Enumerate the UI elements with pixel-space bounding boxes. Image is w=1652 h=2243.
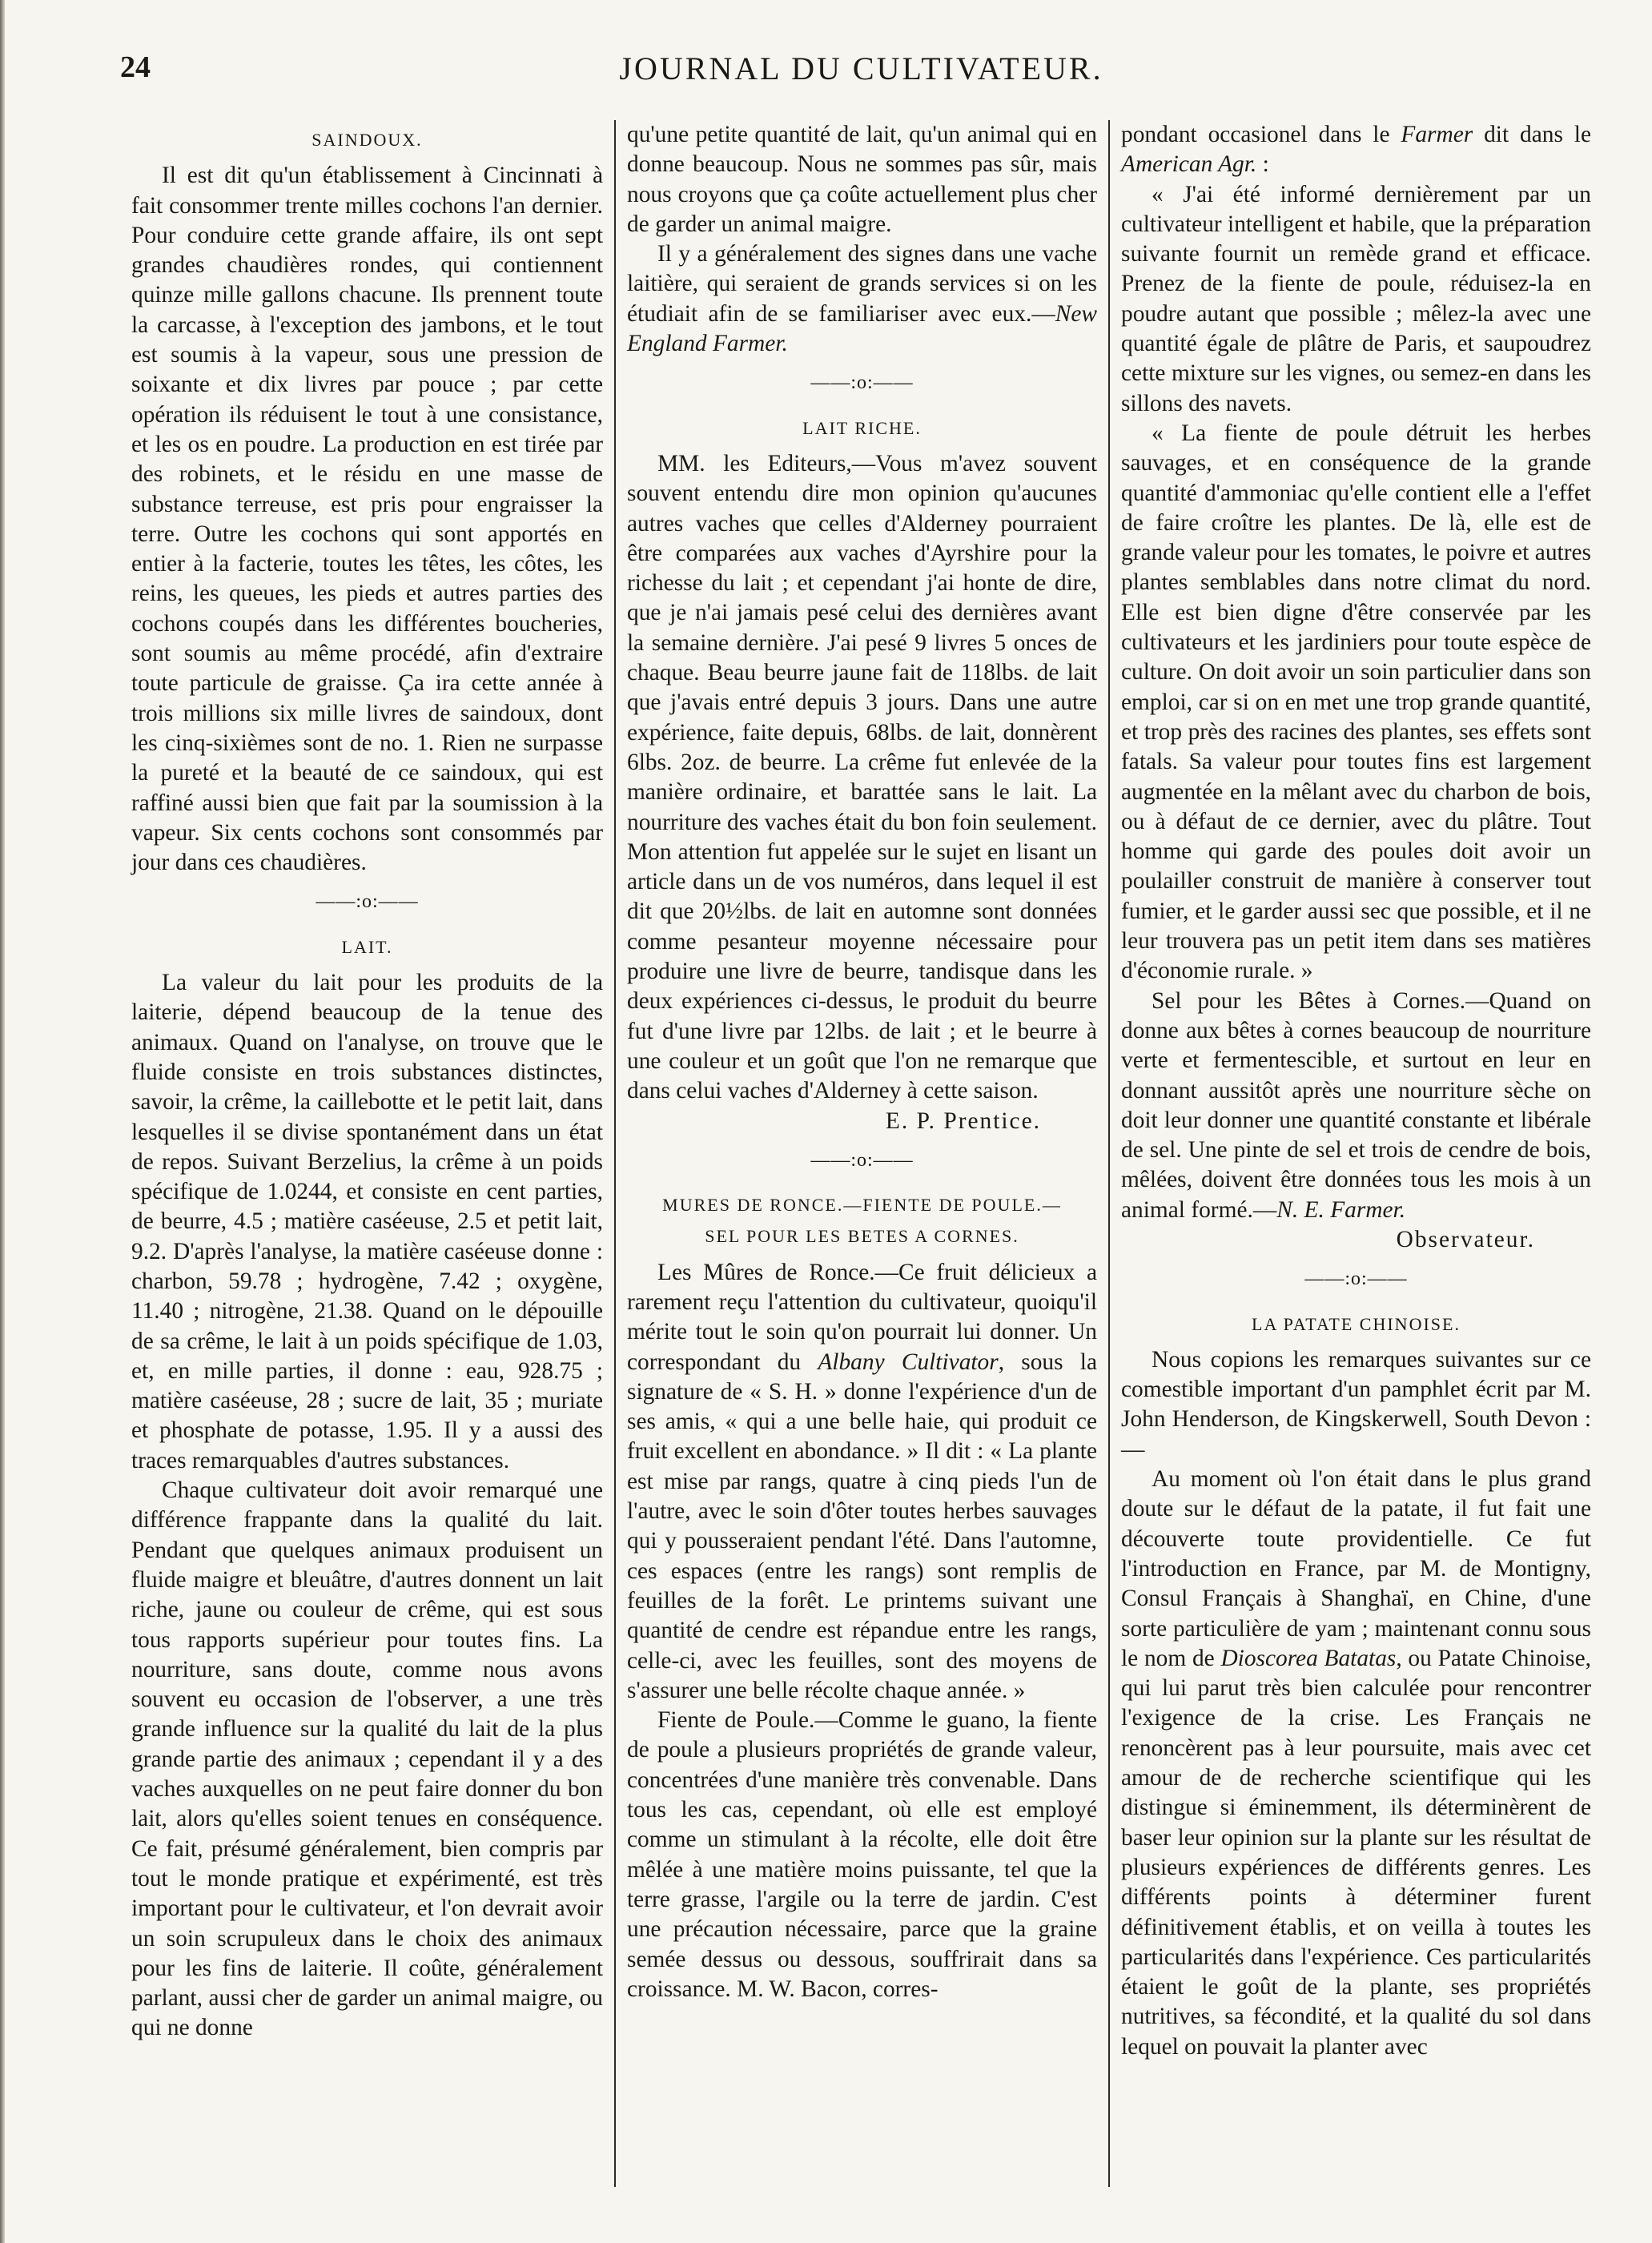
paragraph-lait-riche: MM. les Editeurs,—Vous m'avez souvent souvent entendu dire mon opinion qu'aucunes autres vaches que celles d'Alderney pourraient être comparées aux vaches d'Ayrshire pour la richesse du lait ; et cependant j'ai honte de dire, que je n'ai jamais pesé celui des dernières avant la semaine dernière. J'ai pesé 9 livres 5 onces de chaque. Beau beurre jaune fait de 118lbs. de lait que j'avais entré depuis 3 jours. Dans une autre expérience, faite depuis, 68lbs. de lait, donnèrent 6lbs. 2oz. de beurre. La crême fut enlevée de la manière ordinaire, et barattée sans le lait. La nourriture des vaches était du bon foin seulement. Mon attention fut appelée sur le sujet en lisant un article dans un de vos numéros, dans lequel il est dit que 20½lbs. de lait en automne sont données comme pesanteur moyenne nécessaire pour produire une livre de beurre, tandisque dans les deux expériences ci-dessus, le produit du beurre fut d'une livre par 12lbs. de lait ; et le beurre à une couleur et un goût que l'on ne remarque que dans celui vaches d'Alderney à cette saison.	[627, 450, 1097, 1104]
cont-text-c: :	[1256, 151, 1269, 178]
article-heading-mures-line2: SEL POUR LES BETES A CORNES.	[705, 1226, 1019, 1247]
journal-title: JOURNAL DU CULTIVATEUR.	[619, 50, 1103, 86]
signature-prentice: E. P. Prentice.	[885, 1107, 1041, 1134]
paragraph-fiente: Fiente de Poule.—Comme le guano, la fiente de poule a plusieurs propriétés de grande valeur, concentrées d'une manière très convenable. Dans tous les cas, cependant, où elle est employé comme un stimulant à la récolte, elle doit être mêlée à une matière moins puissante, tel que la terre grasse, l'argile ou la terre de jardin. C'est une précaution nécessaire, parce que la graine semée dessus ou dessous, souffrirait dans sa croissance. M. W. Bacon, corres-	[627, 1707, 1097, 2002]
american-agr-ref: American Agr.	[1121, 151, 1257, 178]
mures-text-b: , sous la signature de « S. H. » donne l'expérience d'un de ses amis, « qui a une belle haie, qui produit ce fruit excellent en abondance. » Il dit : « La plante est mise par rangs, quatre à cinq pieds l'un de l'autre, avec le soin d'ôter toutes herbes sauvages qui y pousseraient pendant l'été. Dans l'automne, ces espaces (entre les rangs) sont remplis de feuilles de la forêt. Le printems suivant une quantité de cendre est répandue entre les rangs, celle-ci, avec les feuilles, sont des moyens de s'assurer une belle récolte chaque année. »	[627, 1349, 1097, 1703]
patate-text-a: Au moment où l'on était dans le plus grand doute sur le défaut de la patate, il fut fait une découverte toute providentielle. Ce fut l'introduction en France, par M. de Montigny, Consul Français à Shanghaï, en Chine, d'une sorte particulière de yam ; maintenant connu sous le nom de	[1121, 1466, 1591, 1671]
column-2	[614, 120, 1108, 2187]
article-heading-patate: LA PATATE CHINOISE.	[1252, 1313, 1461, 1334]
section-separator: ——:o:——	[316, 891, 419, 913]
sel-source: N. E. Farmer.	[1276, 1196, 1406, 1223]
paragraph-lait-1: La valeur du lait pour les produits de la laiterie, dépend beaucoup de la tenue des animaux. Quand on l'analyse, on trouve que le fluide consiste en trois substances distinctes, savoir, la crême, la caillebotte et le petit lait, dans lesquelles il se divise spontanément dans un état de repos. Suivant Berzelius, la crême à un poids spécifique de 1.0244, et consiste en cent parties, de beurre, 4.5 ; matière caséeuse, 2.5 et petit lait, 9.2. D'après l'analyse, la matière caséeuse donne : charbon, 59.78 ; hydrogène, 7.42 ; oxygène, 11.40 ; nitrogène, 21.38. Quand on le dépouille de sa crême, le lait à un poids spécifique de 1.03, et, en mille parties, il donne : eau, 928.75 ; matière caséeuse, 28 ; sucre de lait, 35 ; muriate et phosphate de potasse, 1.95. Il y a aussi des traces remarquables d'autres substances.	[131, 970, 603, 1473]
paragraph-quote-2: « La fiente de poule détruit les herbes sauvages, et en conséquence de la grande quantité d'ammoniac qu'elle contient elle a l'effet de faire croître les plantes. De là, elle est de grande valeur pour les tomates, le poivre et autres plantes semblables dans notre climat du nord. Elle est bien digne d'être conservée par les cultivateurs et les jardiniers pour toute espèce de culture. On doit avoir un soin particulier dans son emploi, car si on en met une trop grande quantité, et trop près des racines des plantes, ses effets sont fatals. Sa valeur pour toutes fins est largement augmentée en la mêlant avec du charbon de bois, ou à défaut de ce dernier, avec du plâtre. Tout homme qui garde des poules doit avoir un poulailler construit de manière à conserver tout fumier, et le garder aussi sec que possible, et il ne leur trouvera pas un petit item dans ses matières d'économie rurale. »	[1121, 420, 1591, 984]
article-heading-mures-line1: MURES DE RONCE.—FIENTE DE POULE.—	[662, 1195, 1062, 1216]
text-columns	[120, 120, 1602, 2187]
paragraph-sel	[1121, 987, 1591, 1225]
paragraph-saindoux: Il est dit qu'un établissement à Cincinnati à fait consommer trente milles cochons l'an dernier. Pour conduire cette grande affaire, ils ont sept grandes chaudières rondes, qui contiennent quinze mille gallons chacune. Ils prennent toute la carcasse, à l'exception des jambons, et le tout est soumis à la vapeur, sous une pression de soixante et dix livres par pouce ; par cette opération ils réduisent le tout à une consistance, et les os en poudre. La production en est tirée par des robinets, et le résidu en une masse de substance terreuse, est pris pour engraisser la terre. Outre les cochons qui sont apportés en entier à la facterie, toutes les têtes, les côtes, les reins, les queues, les pieds et autres parties des cochons coupés dans les différentes boucheries, sont soumis au même procédé, afin d'extraire toute particule de graisse. Ça ira cette année à trois millions six mille livres de saindoux, dont les cinq-sixièmes sont de no. 1. Rien ne surpasse la pureté et la beauté de ce saindoux, qui est raffiné aussi bien que fait par la soumission à la vapeur. Six cents cochons sont consommés par jour dans ces chaudières.	[131, 163, 603, 876]
albany-cultivator-ref: Albany Cultivator	[818, 1349, 999, 1375]
paragraph-lait-continued: qu'une petite quantité de lait, qu'un animal qui en donne beaucoup. Nous ne sommes pas sûr, mais nous croyons que ça coûte actuellement plus cher de garder un animal maigre.	[627, 122, 1097, 237]
paragraph-fiente-continued	[1121, 120, 1591, 180]
paragraph-patate-2	[1121, 1465, 1591, 2062]
section-separator: ——:o:——	[1304, 1268, 1408, 1290]
paragraph-signes	[627, 239, 1097, 359]
running-header	[120, 50, 1602, 106]
signes-source: New England Farmer.	[627, 300, 1097, 357]
article-heading-lait: LAIT.	[341, 936, 393, 957]
column-3	[1108, 120, 1602, 2187]
section-separator: ——:o:——	[810, 1149, 914, 1171]
paragraph-quote-1: « J'ai été informé dernièrement par un cultivateur intelligent et habile, que la préparation suivante fournit un remède grand et efficace. Prenez de la fiente de poule, réduisez-la en poudre autant que possible ; mêlez-la avec une quantité égale de plâtre de Paris, et saupoudrez cette mixture sur les vignes, ou semez-en dans les sillons des navets.	[1121, 181, 1591, 416]
cont-text-b: dit dans le	[1473, 122, 1592, 147]
farmer-ref: Farmer	[1401, 122, 1473, 147]
mures-text-a: Les Mûres de Ronce.—Ce fruit délicieux a rarement reçu l'attention du cultivateur, quoiqu'il mérite tout le soin qu'on pourrait lui donner. Un correspondant du	[627, 1259, 1097, 1375]
signes-text: Il y a généralement des signes dans une vache laitière, qui seraient de grands services si on les étudiait afin de se familiariser avec eux.—	[627, 241, 1097, 327]
page-edge-shadow	[0, 0, 5, 2243]
dioscorea-ref: Dioscorea Batatas	[1220, 1645, 1397, 1671]
cont-text-a: pondant occasionel dans le	[1121, 122, 1401, 147]
article-heading-lait-riche: LAIT RICHE.	[802, 417, 922, 438]
paragraph-lait-2: Chaque cultivateur doit avoir remarqué une différence frappante dans la qualité du lait. Pendant que quelques animaux produisent un fluide maigre et bleuâtre, d'autres donnent un lait riche, jaune ou couleur de crême, qui est sous tous rapports supérieur pour toutes fins. La nourriture, sans doute, comme nous avons souvent eu occasion de l'observer, a une très grande influence sur la qualité du lait de la plus grande partie des animaux ; cependant il y a des vaches auxquelles on ne peut faire donner du bon lait, alors qu'elles soient tenues en conséquence. Ce fait, présumé généralement, bien compris par tout le monde pratique et expérimenté, est très important pour le cultivateur, et l'on devrait avoir un soin scrupuleux dans le choix des animaux pour les fins de laiterie. Il coûte, généralement parlant, aussi cher de garder un animal maigre, ou qui ne donne	[131, 1477, 603, 2041]
patate-text-b: , ou Patate Chinoise, qui lui parut très bien calculée pour rencontrer l'exigence de la crise. Les Français ne renoncèrent pas à leur poursuite, mais avec cet amour de de recherche scientifique qui les distingue si éminemment, ils déterminèrent de baser leur opinion sur la plante sur les résultat de plusieurs expériences de différents genres. Les différents points à déterminer furent définitivement établis, et on veilla à toutes les particularités dans l'expérience. Ces particularités étaient le goût de la plante, ses propriétés nutritives, sa fécondité, et la qualité du sol dans lequel on pouvait la planter avec	[1121, 1645, 1591, 2060]
article-heading-saindoux: SAINDOUX.	[312, 130, 423, 150]
sel-text: Sel pour les Bêtes à Cornes.—Quand on donne aux bêtes à cornes beaucoup de nourriture verte et fermentescible, et surtout en leur en donnant aussitôt après une nourriture sèche on doit leur donner une quantité constante et libérale de sel. Une pinte de sel et trois de cendre de bois, mêlées, doivent être données tous les mois à un animal formé.—	[1121, 987, 1591, 1223]
section-separator: ——:o:——	[810, 372, 914, 394]
page-number: 24	[120, 50, 151, 84]
column-1	[120, 120, 614, 2187]
signature-observateur: Observateur.	[1396, 1226, 1535, 1252]
paragraph-patate-1: Nous copions les remarques suivantes sur ce comestible important d'un pamphlet écrit par M. John Henderson, de Kingskerwell, South Devon :—	[1121, 1346, 1591, 1462]
paragraph-mures	[627, 1258, 1097, 1706]
